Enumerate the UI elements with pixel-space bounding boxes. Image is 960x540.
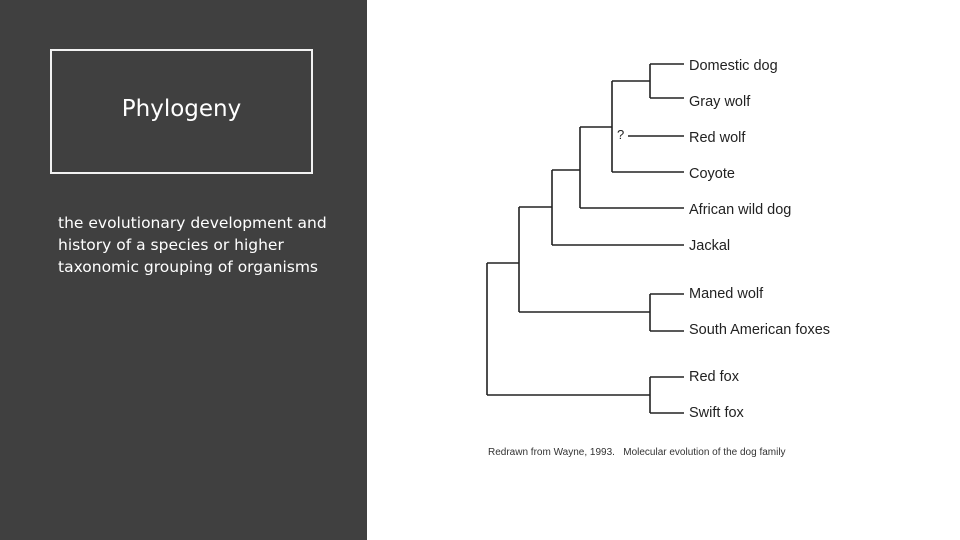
leaf-label: Red wolf (689, 130, 746, 146)
leaf-label: Maned wolf (689, 286, 764, 302)
leaf-label: Red fox (689, 369, 739, 385)
leaf-label: Gray wolf (689, 94, 751, 110)
uncertain-marker: ? (617, 127, 625, 142)
diagram-caption: Redrawn from Wayne, 1993. Molecular evolution of the dog family (488, 447, 786, 458)
leaf-label: Jackal (689, 238, 731, 254)
leaf-label: Coyote (689, 166, 735, 182)
leaf-label: South American foxes (689, 322, 831, 338)
leaf-label: African wild dog (689, 202, 792, 218)
definition-text: the evolutionary development and history of a species or higher taxonomic grouping of organisms (58, 214, 327, 276)
tree-branches (487, 64, 684, 413)
slide-title: Phylogeny (121, 95, 242, 122)
leaf-label: Domestic dog (689, 58, 778, 74)
leaf-label: Swift fox (689, 405, 744, 421)
